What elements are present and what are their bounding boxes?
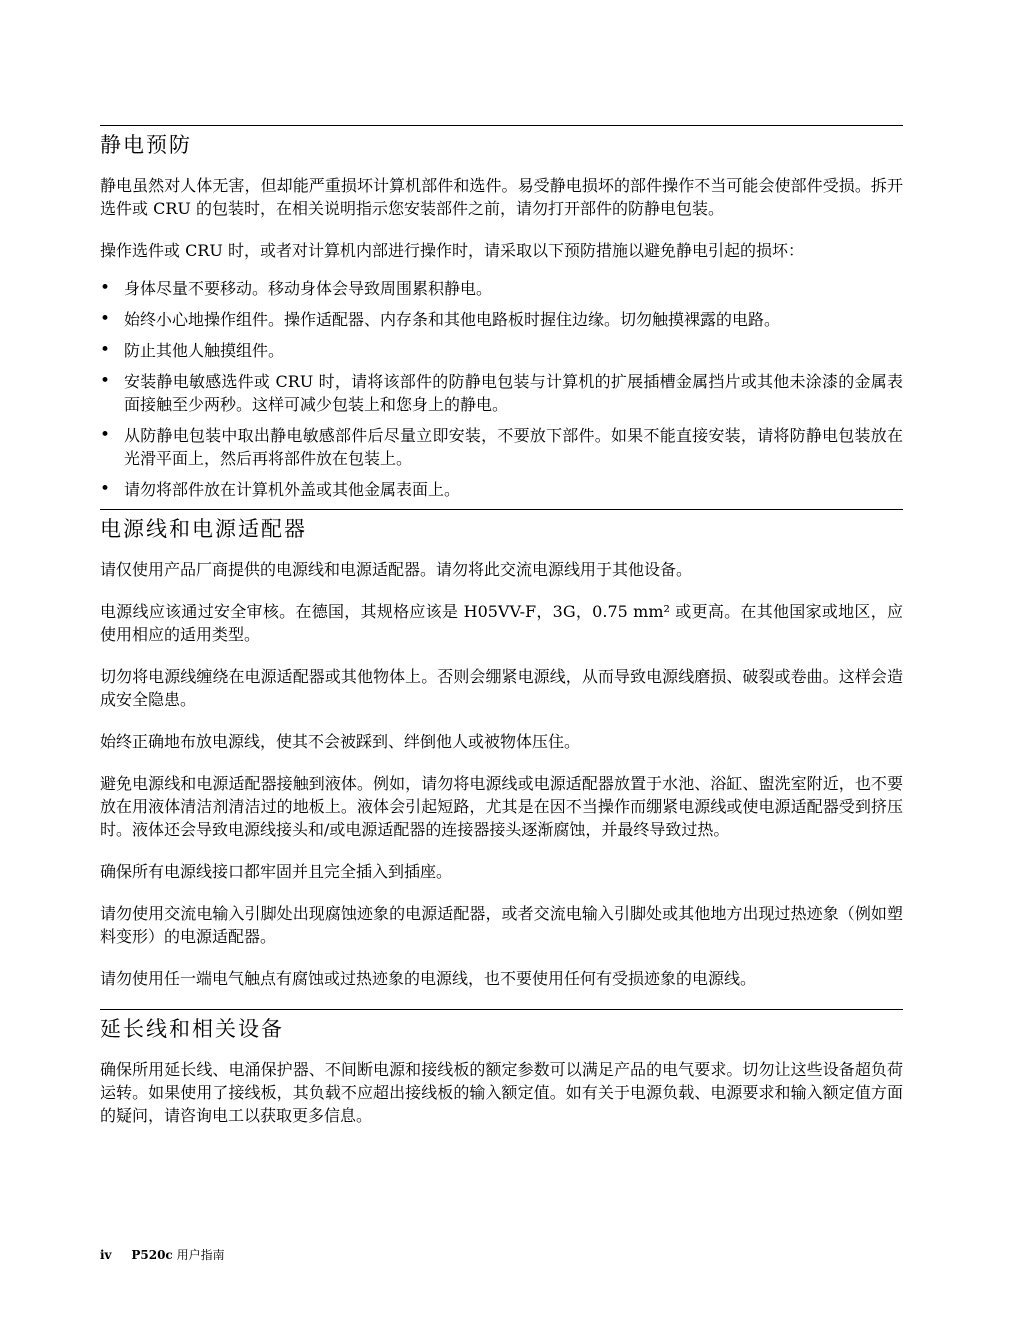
section-extension-cords: [100, 1009, 903, 1127]
page-body: [100, 125, 903, 1146]
list-item: • 从防静电包装中取出静电敏感部件后尽量立即安装，不要放下部件。如果不能直接安装，请将防静电包装放在光滑平面上，然后再将部件放在包装上。: [100, 424, 903, 470]
paragraph: 确保所有电源线接口都牢固并且完全插入到插座。: [100, 862, 453, 881]
section-heading: 电源线和电源适配器: [100, 517, 307, 541]
section-rule: [100, 509, 903, 510]
section-rule: [100, 1009, 903, 1010]
paragraph: 避免电源线和电源适配器接触到液体。例如，请勿将电源线或电源适配器放置于水池、浴缸、盥洗室附近，也不要放在用液体清洁剂清洁过的地板上。液体会引起短路，尤其是在因不当操作而绷紧电源线或使电源适配器受到挤压时。液体还会导致电源线接头和/或电源适配器的连接器接头逐渐腐蚀，并最终导致过热。: [100, 774, 903, 839]
paragraph: 静电虽然对人体无害，但却能严重损坏计算机部件和选件。易受静电损坏的部件操作不当可能会使部件受损。拆开选件或 CRU 的包装时，在相关说明指示您安装部件之前，请勿打开部件的防静电包装。: [100, 176, 903, 218]
list-item: • 请勿将部件放在计算机外盖或其他金属表面上。: [100, 478, 903, 501]
list-item: • 始终小心地操作组件。操作适配器、内存条和其他电路板时握住边缘。切勿触摸裸露的电路。: [100, 308, 903, 331]
paragraph: 切勿将电源线缠绕在电源适配器或其他物体上。否则会绷紧电源线，从而导致电源线磨损、破裂或卷曲。这样会造成安全隐患。: [100, 667, 903, 709]
section-power-cords: [100, 509, 903, 990]
paragraph: 请仅使用产品厂商提供的电源线和电源适配器。请勿将此交流电源线用于其他设备。: [100, 560, 693, 579]
section-heading: 静电预防: [100, 133, 192, 157]
list-item: • 安装静电敏感选件或 CRU 时，请将该部件的防静电包装与计算机的扩展插槽金属挡片或其他未涂漆的金属表面接触至少两秒。这样可减少包装上和您身上的静电。: [100, 370, 903, 416]
paragraph: 操作选件或 CRU 时，或者对计算机内部进行操作时，请采取以下预防措施以避免静电引起的损坏：: [100, 241, 804, 260]
section-rule: [100, 125, 903, 126]
paragraph: 请勿使用交流电输入引脚处出现腐蚀迹象的电源适配器，或者交流电输入引脚处或其他地方出现过热迹象（例如塑料变形）的电源适配器。: [100, 904, 903, 946]
list-item: • 防止其他人触摸组件。: [100, 339, 903, 362]
page-number: iv: [100, 1248, 112, 1262]
section-heading: 延长线和相关设备: [100, 1017, 284, 1041]
section-esd: [100, 125, 903, 501]
page-footer: [100, 1246, 225, 1263]
paragraph: 请勿使用任一端电气触点有腐蚀或过热迹象的电源线，也不要使用任何有受损迹象的电源线。: [100, 969, 757, 988]
list-item: • 身体尽量不要移动。移动身体会导致周围累积静电。: [100, 277, 903, 300]
bullet-list: [100, 277, 903, 501]
paragraph: 始终正确地布放电源线，使其不会被踩到、绊倒他人或被物体压住。: [100, 732, 581, 751]
paragraph: 电源线应该通过安全审核。在德国，其规格应该是 H05VV-F，3G，0.75 mm² 或更高。在其他国家或地区，应使用相应的适用类型。: [100, 602, 903, 644]
document-title: 用户指南: [176, 1248, 225, 1262]
paragraph: 确保所用延长线、电涌保护器、不间断电源和接线板的额定参数可以满足产品的电气要求。切勿让这些设备超负荷运转。如果使用了接线板，其负载不应超出接线板的输入额定值。如有关于电源负载、电源要求和输入额定值方面的疑问，请咨询电工以获取更多信息。: [100, 1060, 903, 1125]
model-name: P520c: [131, 1248, 173, 1262]
